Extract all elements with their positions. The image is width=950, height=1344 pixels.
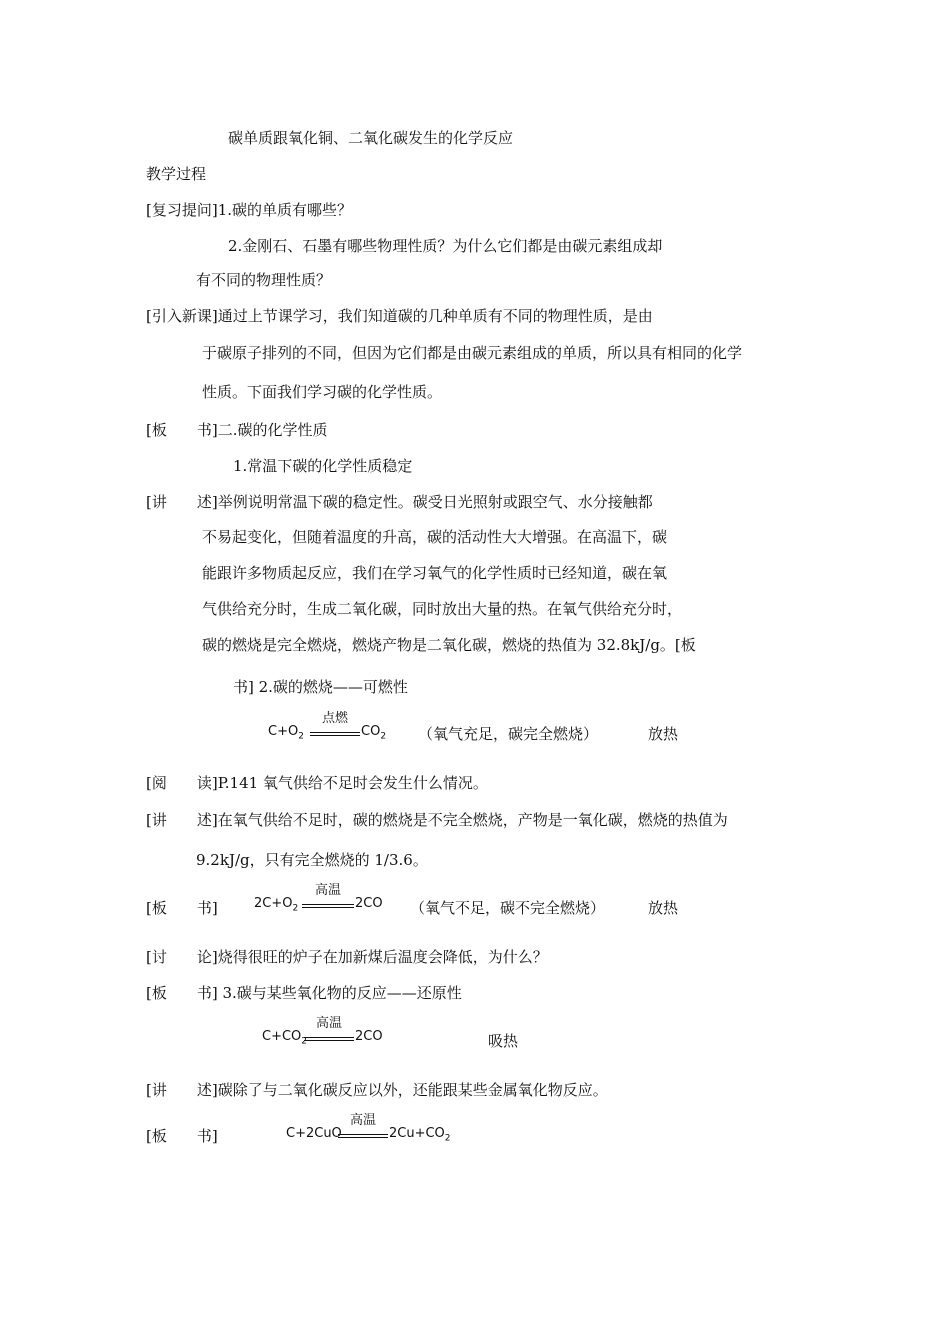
eq-products: CO bbox=[361, 724, 381, 739]
eq-reactants: 2C+O bbox=[254, 896, 293, 911]
paragraph-line: 不易起变化，但随着温度的升高，碳的活动性大大增强。在高温下，碳 bbox=[202, 528, 668, 546]
eq-double-bar bbox=[304, 1037, 354, 1041]
eq-condition: 高温 bbox=[315, 1016, 342, 1031]
eq-subscript: 2 bbox=[298, 731, 304, 742]
eq-condition: 高温 bbox=[314, 883, 341, 898]
eq-condition: 点燃 bbox=[321, 711, 348, 726]
equation-combustion-complete bbox=[268, 711, 388, 744]
paragraph-line: [引入新课]通过上节课学习，我们知道碳的几种单质有不同的物理性质，是由 bbox=[146, 307, 653, 325]
eq-reactants: C+O bbox=[268, 724, 299, 739]
paragraph-line: 碳的燃烧是完全燃烧，燃烧产物是二氧化碳，燃烧的热值为 32.8kJ/g。[板 bbox=[202, 636, 696, 654]
equation-note: （氧气充足，碳完全燃烧） bbox=[418, 725, 599, 743]
eq-products: 2CO bbox=[355, 1029, 383, 1044]
eq-subscript: 2 bbox=[380, 731, 387, 742]
paragraph-line: [板 书] 3.碳与某些氧化物的反应——还原性 bbox=[146, 984, 462, 1002]
paragraph-line: 气供给充分时，生成二氧化碳，同时放出大量的热。在氧气供给充分时， bbox=[202, 600, 683, 618]
paragraph-line: [板 书] bbox=[146, 899, 218, 917]
equation-heat: 吸热 bbox=[488, 1032, 519, 1050]
paragraph-line: 书] 2.碳的燃烧——可燃性 bbox=[233, 678, 408, 696]
paragraph-line: [板 书]二.碳的化学性质 bbox=[146, 421, 328, 439]
eq-products: 2CO bbox=[355, 896, 383, 911]
paragraph-line: 2.金刚石、石墨有哪些物理性质？为什么它们都是由碳元素组成却 bbox=[228, 237, 663, 255]
equation-reduction-cuo bbox=[286, 1113, 456, 1146]
eq-double-bar bbox=[310, 732, 360, 736]
eq-products: 2Cu+CO bbox=[389, 1126, 445, 1141]
paragraph-line: [讲 述]在氧气供给不足时，碳的燃烧是不完全燃烧，产物是一氧化碳，燃烧的热值为 bbox=[146, 811, 728, 829]
paragraph-line: 于碳原子排列的不同，但因为它们都是由碳元素组成的单质，所以具有相同的化学 bbox=[202, 344, 743, 362]
paragraph-line: 9.2kJ/g，只有完全燃烧的 1/3.6。 bbox=[196, 851, 428, 869]
equation-note: （氧气不足，碳不完全燃烧） bbox=[410, 899, 606, 917]
eq-subscript: 2 bbox=[301, 1036, 308, 1047]
eq-subscript: 2 bbox=[292, 903, 299, 914]
paragraph-line: [复习提问]1.碳的单质有哪些？ bbox=[146, 201, 353, 219]
section-heading: 教学过程 bbox=[146, 165, 207, 183]
paragraph-line: 有不同的物理性质？ bbox=[196, 271, 332, 289]
paragraph-line: [阅 读]P.141 氧气供给不足时会发生什么情况。 bbox=[146, 774, 488, 792]
paragraph-line: 性质。下面我们学习碳的化学性质。 bbox=[202, 383, 443, 401]
eq-reactants: C+CO bbox=[262, 1029, 302, 1044]
paragraph-line: [板 书] bbox=[146, 1127, 218, 1145]
eq-reactants: C+2CuO bbox=[286, 1126, 342, 1141]
paragraph-line: 能跟许多物质起反应，我们在学习氧气的化学性质时已经知道，碳在氧 bbox=[202, 564, 668, 582]
eq-double-bar bbox=[338, 1134, 388, 1138]
paragraph-line: [讨 论]烧得很旺的炉子在加新煤后温度会降低，为什么？ bbox=[146, 948, 548, 966]
document-title: 碳单质跟氧化铜、二氧化碳发生的化学反应 bbox=[228, 129, 514, 147]
eq-condition: 高温 bbox=[349, 1113, 376, 1128]
equation-heat: 放热 bbox=[648, 725, 679, 743]
eq-double-bar bbox=[302, 904, 354, 908]
paragraph-line: [讲 述]举例说明常温下碳的稳定性。碳受日光照射或跟空气、水分接触都 bbox=[146, 493, 653, 511]
equation-combustion-incomplete bbox=[254, 883, 384, 916]
paragraph-line: 1.常温下碳的化学性质稳定 bbox=[233, 457, 413, 475]
equation-reduction-co2 bbox=[262, 1016, 392, 1049]
paragraph-line: [讲 述]碳除了与二氧化碳反应以外，还能跟某些金属氧化物反应。 bbox=[146, 1081, 608, 1099]
equation-heat: 放热 bbox=[648, 899, 679, 917]
eq-subscript: 2 bbox=[444, 1133, 451, 1144]
